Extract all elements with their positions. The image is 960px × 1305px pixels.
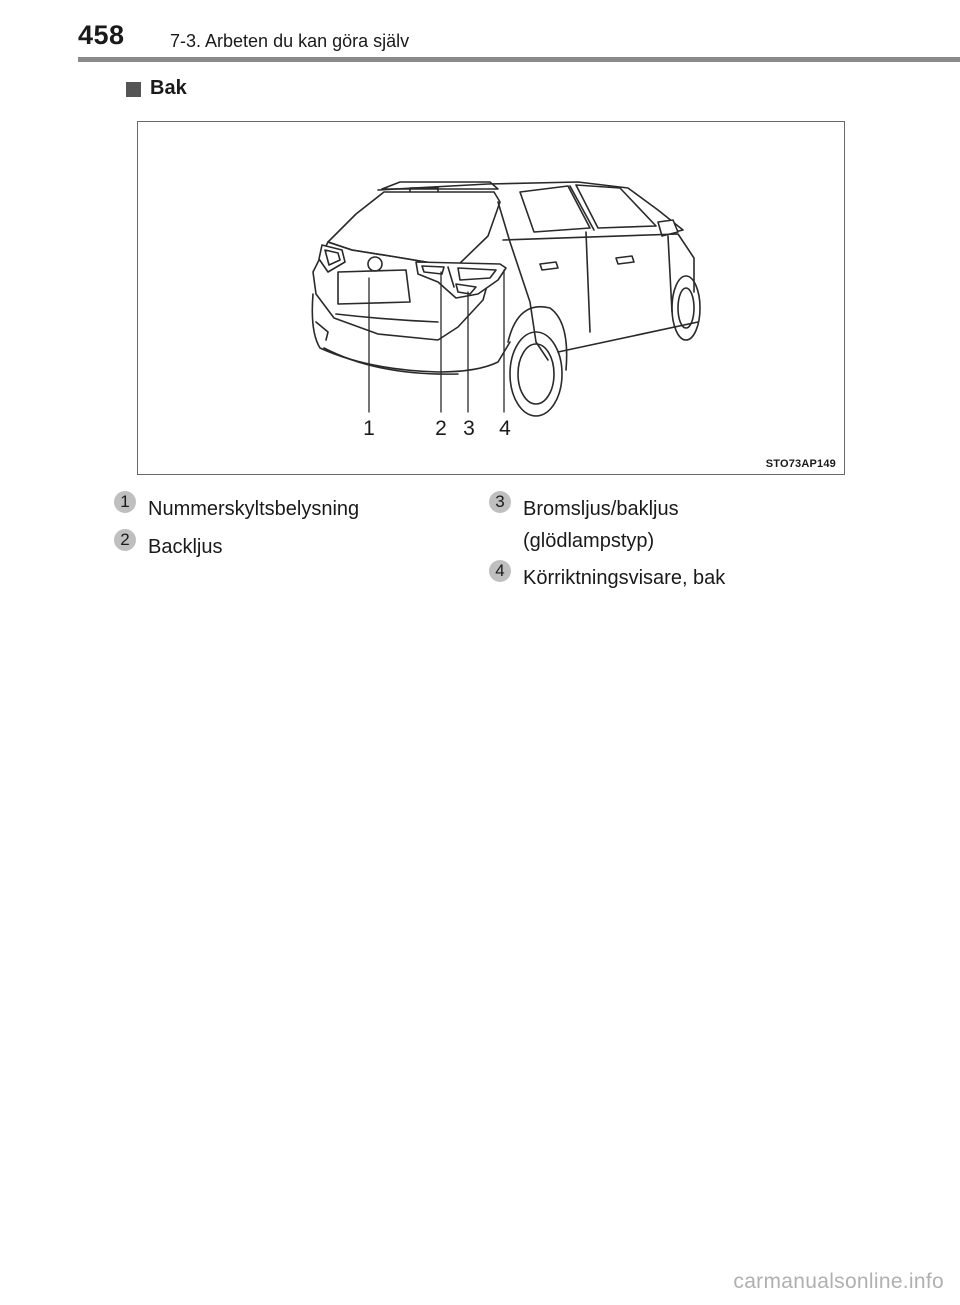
callout-lines [369, 270, 504, 412]
legend-label-line: (glödlampstyp) [523, 530, 655, 552]
callout-1: 1 [363, 417, 375, 440]
car-rear-illustration [138, 122, 844, 474]
door-handle-front [616, 256, 634, 264]
page-number: 458 [78, 20, 125, 50]
legend-number-badge: 1 [114, 491, 136, 513]
roof-spoiler [382, 182, 498, 189]
front-wheel-hub [678, 288, 694, 328]
bumper-reflector [316, 322, 328, 340]
legend-label [523, 493, 679, 557]
legend-label [148, 531, 222, 563]
square-bullet-icon [126, 82, 141, 97]
sill-line [558, 322, 698, 352]
legend-number-badge: 4 [489, 560, 511, 582]
rear-bumper [312, 294, 510, 372]
rear-lights-figure [137, 121, 845, 475]
body-side [498, 202, 548, 360]
rear-window [328, 192, 500, 267]
section-heading-text: Bak [150, 76, 187, 99]
callout-4: 4 [499, 417, 511, 440]
shoulder-line [503, 234, 694, 292]
rear-emblem [368, 257, 382, 271]
section-heading [126, 74, 187, 102]
front-side-window [576, 185, 656, 228]
legend-label-line: Körriktningsvisare, bak [523, 567, 726, 589]
legend-label [148, 493, 359, 525]
callout-3: 3 [463, 417, 475, 440]
page-header [78, 18, 960, 54]
callout-numbers [363, 417, 511, 440]
legend-number-badge: 3 [489, 491, 511, 513]
figure-code: STO73AP149 [765, 458, 836, 470]
door-handle-rear [540, 262, 558, 270]
b-pillar [570, 186, 594, 230]
plate-recess [338, 270, 410, 304]
door-line-2 [668, 236, 672, 312]
chapter-title: 7-3. Arbeten du kan göra själv [170, 31, 410, 51]
rear-wheel-arch [508, 307, 567, 370]
front-wheel [672, 276, 700, 340]
rear-wheel-hub [518, 344, 554, 404]
left-tail-lamp [319, 245, 345, 272]
door-line-1 [586, 232, 590, 332]
legend-label-line: Backljus [148, 536, 223, 558]
callout-2: 2 [435, 417, 447, 440]
watermark: carmanualsonline.info [733, 1270, 944, 1293]
legend-label-line: Bromsljus/bakljus [523, 498, 679, 520]
header-rule [78, 57, 960, 62]
bumper-lower [324, 348, 458, 374]
legend-number-badge: 2 [114, 529, 136, 551]
tailgate-crease [336, 314, 438, 322]
legend-label [523, 562, 725, 594]
legend-label-line: Nummerskyltsbelysning [148, 498, 360, 520]
